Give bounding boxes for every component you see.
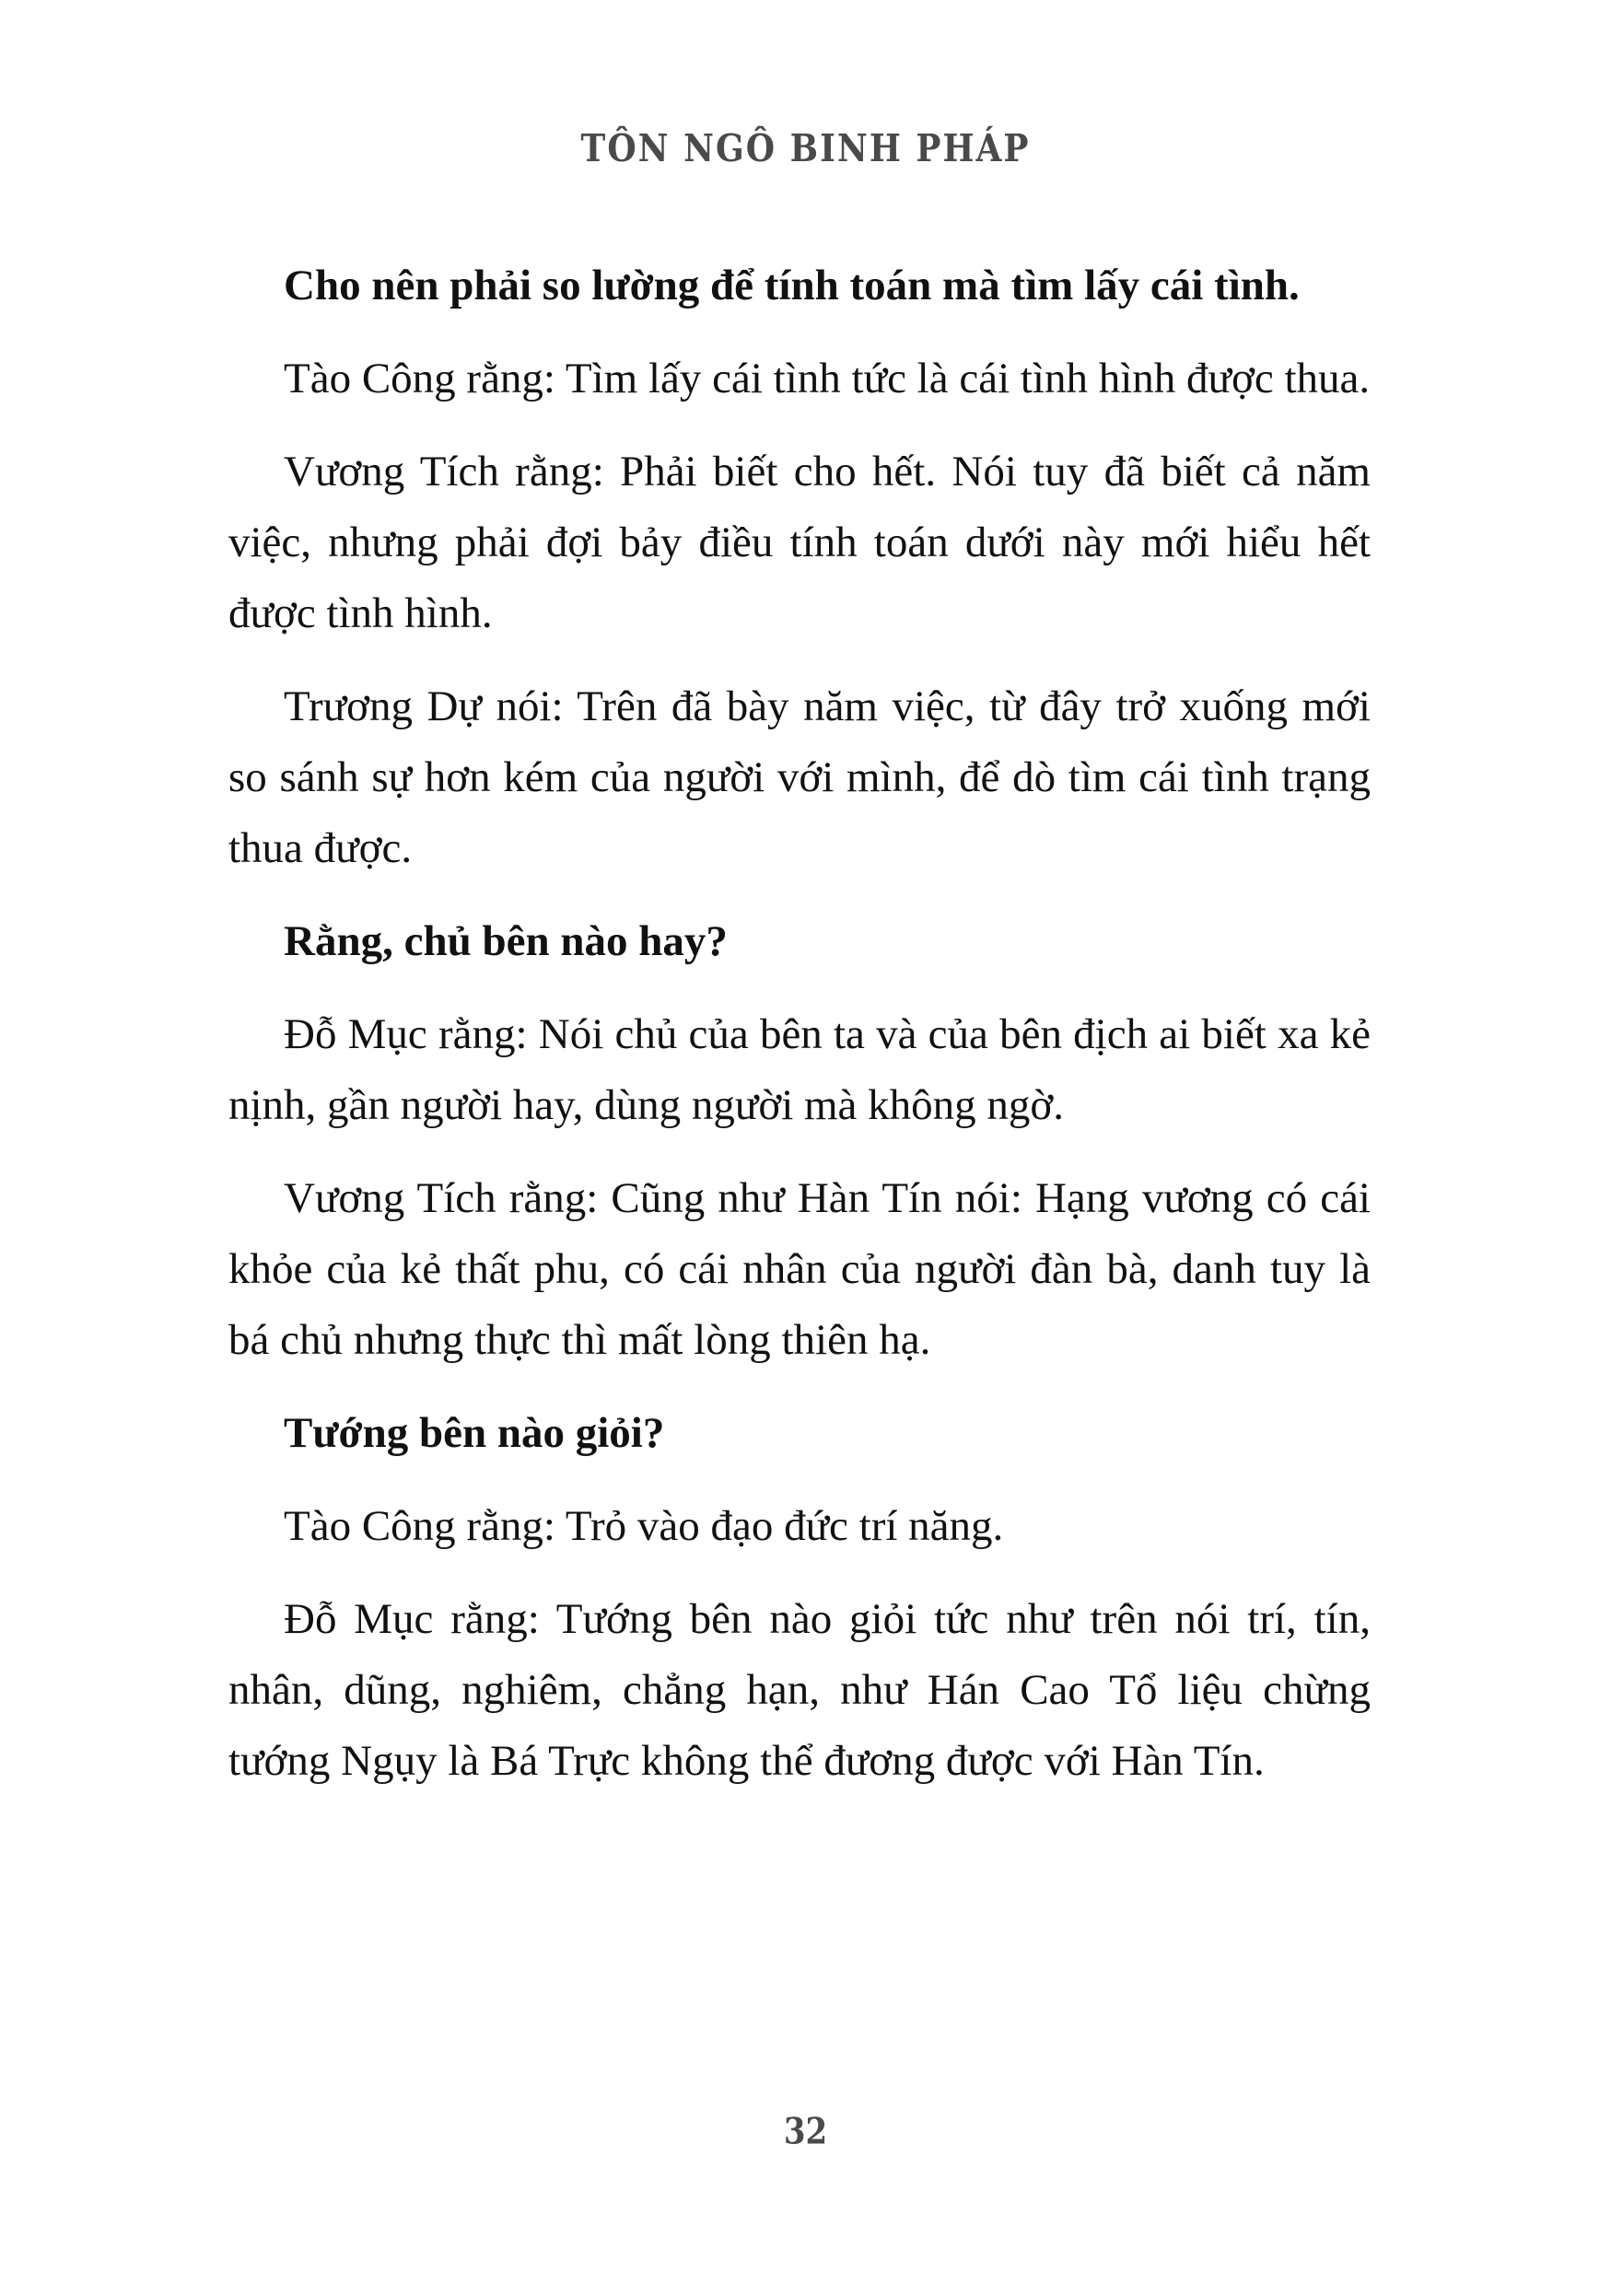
page-number: 32 <box>783 2111 828 2153</box>
heading-paragraph: Cho nên phải so lường để tính toán mà tìm lấy cái tình. <box>284 262 1300 309</box>
commentary-paragraph: Trương Dự nói: Trên đã bày năm việc, từ đây trở xuống mới so sánh sự hơn kém của người với mình, để dò tìm cái tình trạng thua được. <box>228 682 1371 872</box>
commentary-paragraph: Đỗ Mục rằng: Tướng bên nào giỏi tức như trên nói trí, tín, nhân, dũng, nghiêm, chẳng hạn, như Hán Cao Tổ liệu chừng tướng Ngụy là Bá Trực không thể đương được với Hàn Tín. <box>228 1595 1371 1785</box>
running-header-title: TÔN NGÔ BINH PHÁP <box>580 125 1031 171</box>
commentary-paragraph: Tào Công rằng: Trỏ vào đạo đức trí năng. <box>284 1502 1004 1550</box>
commentary-paragraph: Tào Công rằng: Tìm lấy cái tình tức là cái tình hình được thua. <box>284 355 1371 402</box>
body-text <box>228 251 1371 1819</box>
commentary-paragraph: Đỗ Mục rằng: Nói chủ của bên ta và của bên địch ai biết xa kẻ nịnh, gần người hay, dùng người mà không ngờ. <box>228 1010 1371 1129</box>
commentary-paragraph: Vương Tích rằng: Cũng như Hàn Tín nói: Hạng vương có cái khỏe của kẻ thất phu, có cái nhân của người đàn bà, danh tuy là bá chủ nhưng thực thì mất lòng thiên hạ. <box>228 1174 1371 1364</box>
commentary-paragraph: Vương Tích rằng: Phải biết cho hết. Nói tuy đã biết cả năm việc, nhưng phải đợi bảy điều tính toán dưới này mới hiểu hết được tình hình. <box>228 448 1371 637</box>
heading-paragraph: Tướng bên nào giỏi? <box>284 1409 665 1457</box>
heading-paragraph: Rằng, chủ bên nào hay? <box>284 917 728 965</box>
